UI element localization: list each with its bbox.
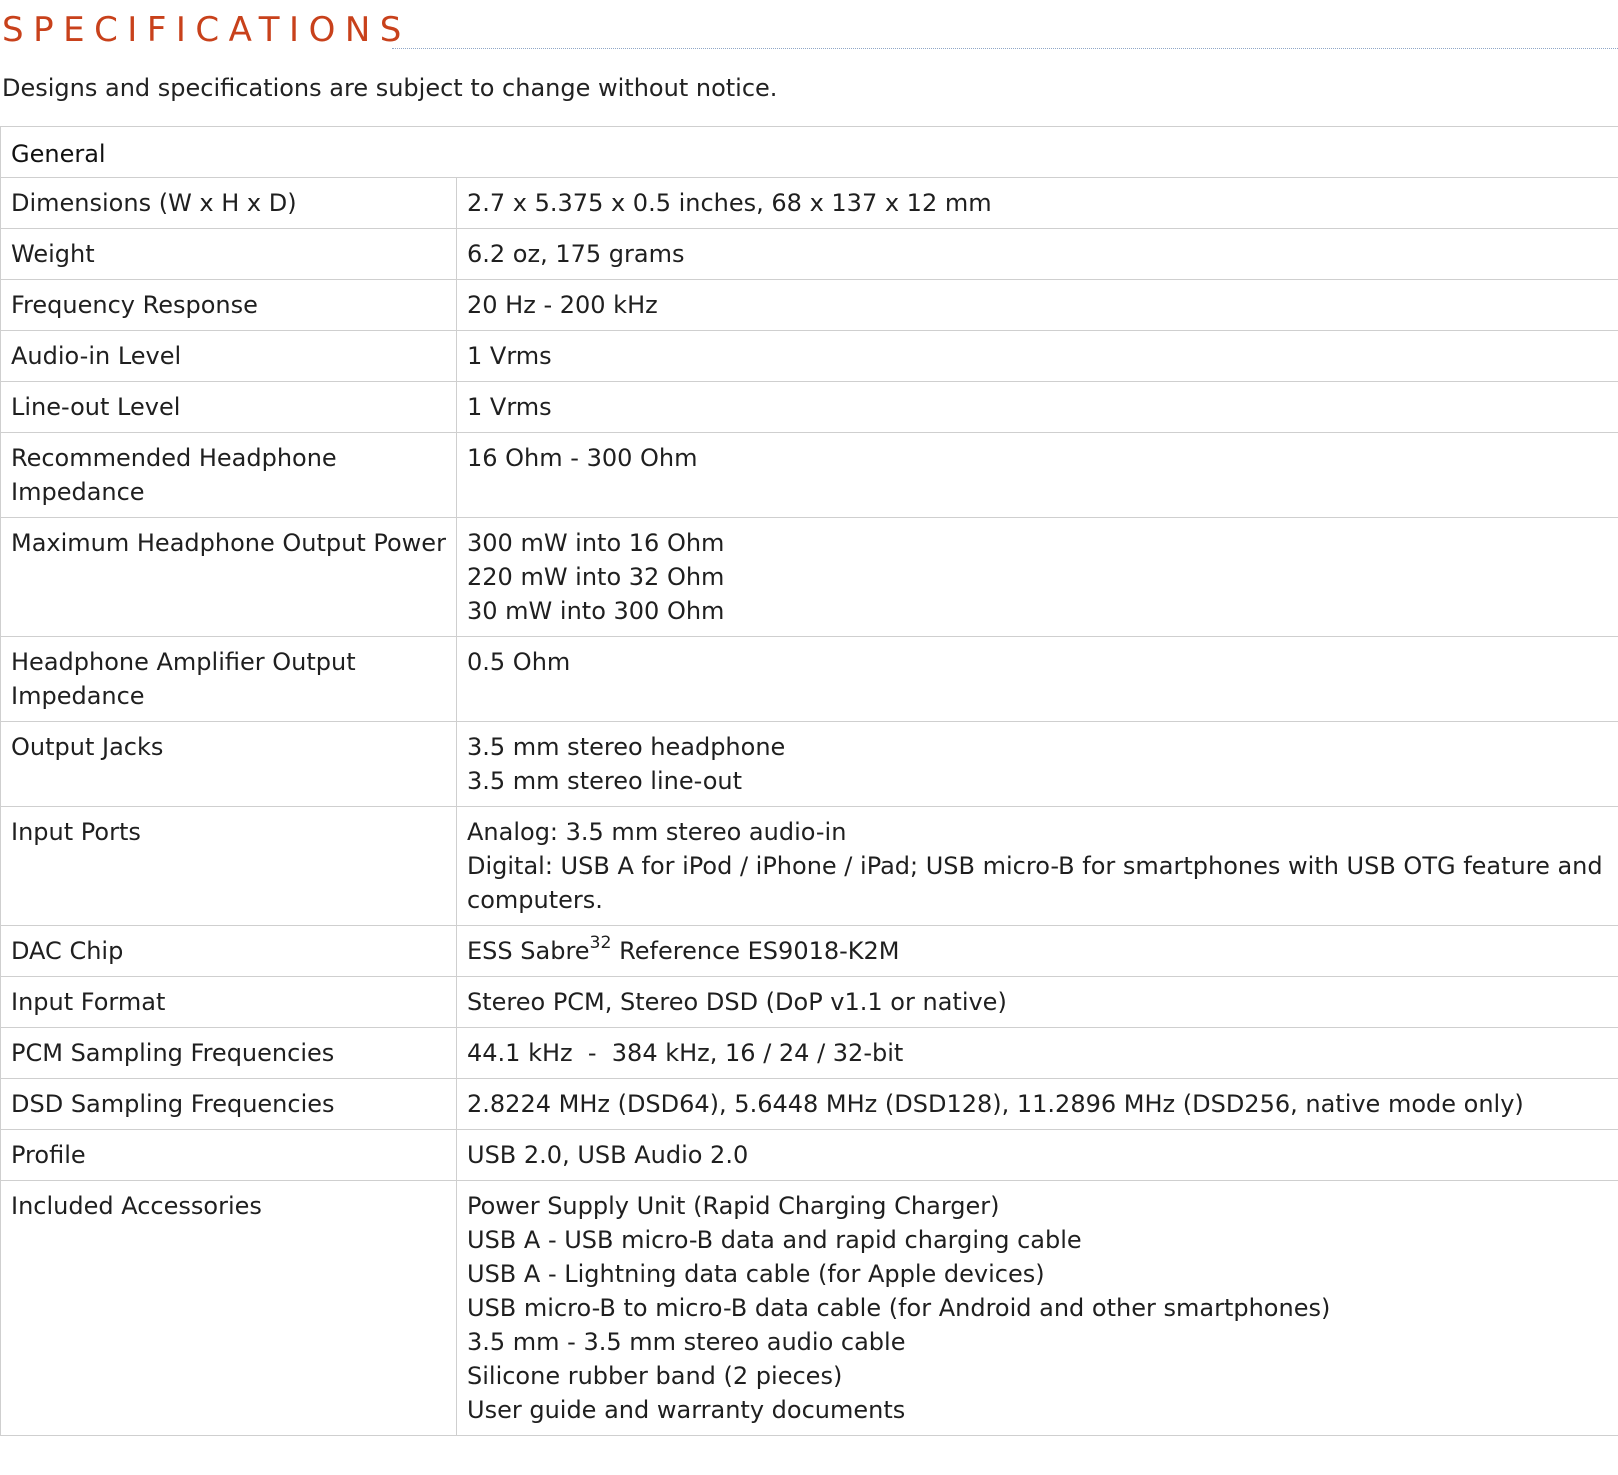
table-row [1, 807, 1618, 926]
table-row [1, 1028, 1618, 1079]
spec-label: Line-out Level [1, 382, 457, 433]
spec-label: Audio-in Level [1, 331, 457, 382]
spec-value-line: 3.5 mm stereo headphone [467, 733, 786, 761]
heading-row [0, 0, 1618, 52]
spec-label: DSD Sampling Frequencies [1, 1079, 457, 1130]
spec-value-line: USB micro-B to micro-B data cable (for Android and other smartphones) [467, 1294, 1331, 1322]
spec-value-line: 220 mW into 32 Ohm [467, 563, 725, 591]
table-row [1, 722, 1618, 807]
spec-value [457, 1079, 1618, 1130]
spec-table [0, 126, 1618, 1436]
spec-value-line: USB 2.0, USB Audio 2.0 [467, 1141, 749, 1169]
table-row [1, 280, 1618, 331]
table-row [1, 433, 1618, 518]
spec-value [457, 433, 1618, 518]
table-row [1, 178, 1618, 229]
spec-value-line: 300 mW into 16 Ohm [467, 529, 725, 557]
spec-value-line: 0.5 Ohm [467, 648, 571, 676]
section-header-row [1, 127, 1618, 178]
spec-value-line: Stereo PCM, Stereo DSD (DoP v1.1 or native) [467, 988, 1007, 1016]
table-row [1, 382, 1618, 433]
spec-label: DAC Chip [1, 926, 457, 977]
spec-value [457, 178, 1618, 229]
spec-value-line: Silicone rubber band (2 pieces) [467, 1362, 843, 1390]
spec-label: Maximum Headphone Output Power [1, 518, 457, 637]
spec-value-line: 30 mW into 300 Ohm [467, 597, 725, 625]
spec-label: Input Format [1, 977, 457, 1028]
table-row [1, 1079, 1618, 1130]
spec-label: Weight [1, 229, 457, 280]
spec-label: Headphone Amplifier Output Impedance [1, 637, 457, 722]
table-row [1, 637, 1618, 722]
spec-label: Dimensions (W x H x D) [1, 178, 457, 229]
page-title: SPECIFICATIONS [2, 10, 411, 50]
spec-value-line: 2.8224 MHz (DSD64), 5.6448 MHz (DSD128), 11.2896 MHz (DSD256, native mode only) [467, 1090, 1524, 1118]
spec-value-line: 16 Ohm - 300 Ohm [467, 444, 698, 472]
spec-value-line: USB A - Lightning data cable (for Apple devices) [467, 1260, 1045, 1288]
spec-value [457, 331, 1618, 382]
section-title: General [1, 127, 1618, 178]
spec-value [457, 1028, 1618, 1079]
spec-value-line: Power Supply Unit (Rapid Charging Charger) [467, 1192, 1000, 1220]
spec-label: PCM Sampling Frequencies [1, 1028, 457, 1079]
dac-chip-suffix: Reference ES9018-K2M [611, 937, 900, 965]
spec-label: Included Accessories [1, 1181, 457, 1436]
spec-value [457, 1130, 1618, 1181]
table-row [1, 229, 1618, 280]
spec-label: Output Jacks [1, 722, 457, 807]
spec-value-line: 3.5 mm stereo line-out [467, 767, 743, 795]
spec-value [457, 722, 1618, 807]
spec-value [457, 637, 1618, 722]
spec-label: Profile [1, 1130, 457, 1181]
spec-value-line: Analog: 3.5 mm stereo audio-in [467, 818, 847, 846]
spec-table-body [1, 178, 1618, 1436]
table-row [1, 977, 1618, 1028]
spec-label: Frequency Response [1, 280, 457, 331]
table-row [1, 926, 1618, 977]
spec-value-line: 44.1 kHz - 384 kHz, 16 / 24 / 32-bit [467, 1039, 904, 1067]
spec-value [457, 926, 1618, 977]
table-row [1, 518, 1618, 637]
spec-label: Recommended Headphone Impedance [1, 433, 457, 518]
spec-value [457, 977, 1618, 1028]
table-row [1, 1181, 1618, 1436]
spec-value [457, 518, 1618, 637]
table-row [1, 331, 1618, 382]
intro-text: Designs and specifications are subject to change without notice. [2, 74, 778, 102]
spec-value-line: USB A - USB micro-B data and rapid charging cable [467, 1226, 1082, 1254]
spec-value [457, 280, 1618, 331]
spec-value-line: 1 Vrms [467, 342, 552, 370]
spec-label: Input Ports [1, 807, 457, 926]
spec-value-line: User guide and warranty documents [467, 1396, 906, 1424]
spec-value [457, 807, 1618, 926]
spec-value-line: 2.7 x 5.375 x 0.5 inches, 68 x 137 x 12 mm [467, 189, 992, 217]
dac-chip-prefix: ESS Sabre [467, 937, 590, 965]
spec-value-line: Digital: USB A for iPod / iPhone / iPad; USB micro-B for smartphones with USB OTG feature and computers. [467, 852, 1611, 914]
spec-value-line: 6.2 oz, 175 grams [467, 240, 685, 268]
spec-value-line: 3.5 mm - 3.5 mm stereo audio cable [467, 1328, 906, 1356]
spec-value [457, 1181, 1618, 1436]
heading-divider [392, 48, 1618, 49]
table-row [1, 1130, 1618, 1181]
spec-value [457, 229, 1618, 280]
dac-chip-superscript: 32 [589, 933, 612, 954]
spec-value-line: 1 Vrms [467, 393, 552, 421]
spec-value-line: 20 Hz - 200 kHz [467, 291, 658, 319]
spec-value [457, 382, 1618, 433]
